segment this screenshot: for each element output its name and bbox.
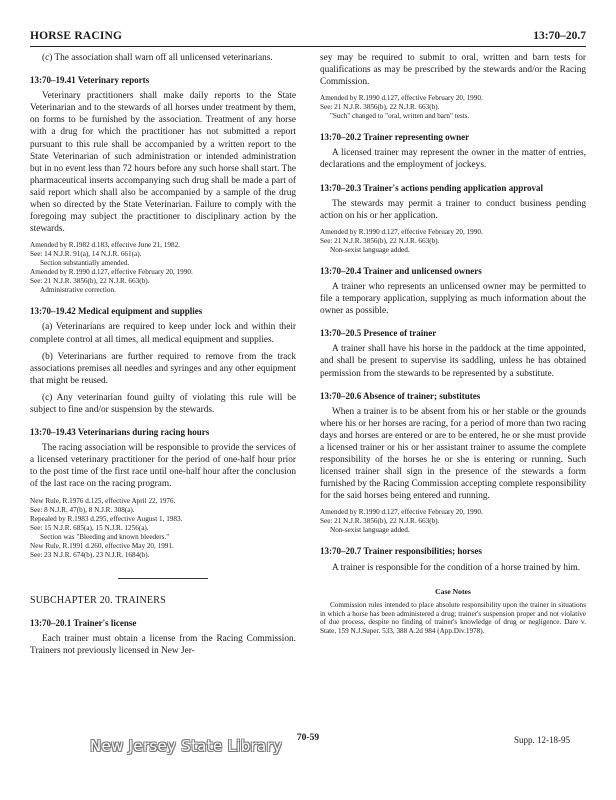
paragraph: The racing association will be responsible to provide the services of a licensed veterinary practitioner for the period of one-half hour prior to the post time of the first race until one-half hour after the conclusion of the last race on the racing program.: [30, 443, 296, 490]
section-heading: 13:70–20.2 Trainer representing owner: [320, 132, 470, 143]
paragraph: The stewards may permit a trainer to conduct business pending action on his or her application.: [320, 198, 586, 221]
source-line: See: 21 N.J.R. 3856(b), 22 N.J.R. 663(b).: [320, 517, 440, 526]
section-heading: 13:70–20.7 Trainer responsibilities; horses: [320, 546, 482, 557]
supplement-date: Supp. 12-18-95: [514, 735, 570, 745]
header-rule: [30, 46, 586, 47]
section-heading: 13:70–19.42 Medical equipment and supplies: [30, 306, 203, 317]
source-line: New Rule, R.1991 d.260, effective May 20, 1991.: [30, 541, 174, 550]
source-line: See: 21 N.J.R. 3856(b), 22 N.J.R. 663(b).: [320, 236, 440, 245]
source-line: Non-sexist language added.: [330, 526, 410, 535]
source-note: [320, 94, 586, 121]
library-stamp: New Jersey State Library: [90, 737, 283, 755]
paragraph: When a trainer is to be absent from his or her stable or the grounds where his or her horses are racing, for a period of more than two racing days and horses are entered or are to be entered, he or she must provide a licensed trainer or his or her assistant trainer to assume the complete responsibility of the horses he or she is entering or running. Such licensed trainer shall sign in the presence of the stewards a form furnished by the Racing Commission accepting complete responsibility for the said horses being entered and running.: [320, 406, 586, 502]
source-line: Repealed by R.1983 d.295, effective August 1, 1983.: [30, 514, 183, 523]
right-column: [320, 52, 586, 636]
paragraph: A trainer who represents an unlicensed owner may be permitted to file a temporary application, supplying as much information about the owner as possible.: [320, 281, 586, 317]
source-line: Amended by R.1990 d.127, effective February 20, 1990.: [30, 268, 193, 277]
source-line: See: 21 N.J.R. 3856(b), 22 N.J.R. 663(b).: [320, 103, 440, 112]
paragraph: Veterinary practitioners shall make daily reports to the State Veterinarian and to the stewards of all horses under treatment by them, on forms to be furnished by the association. Treatment of any horse with a drug for which the practitioner has not submitted a report pursuant to this rule shall be accompanied by a written report to the State Veterinarian of such administration or intended administration but in no event less than 72 hours before any such horse shall start. The pharmaceutical inserts accompanying such drug shall be made a part of said report which shall also be accompanied by a sample of the drug when so directed by the State Veterinarian. Failure to comply with the foregoing may subject the practitioner to disciplinary action by the stewards.: [30, 91, 296, 235]
source-line: See: 8 N.J.R. 47(b), 8 N.J.R. 308(a).: [30, 505, 135, 514]
section-heading: 13:70–19.43 Veterinarians during racing hours: [30, 427, 210, 438]
header-title: HORSE RACING: [30, 30, 123, 42]
source-note: [320, 228, 586, 255]
left-column: [30, 52, 296, 657]
source-line: See: 15 N.J.R. 685(a), 15 N.J.R. 1256(a).: [30, 523, 149, 532]
source-note: [320, 508, 586, 535]
source-line: See: 14 N.J.R. 91(a), 14 N.J.R. 661(a).: [30, 250, 142, 259]
case-notes-heading: Case Notes: [435, 586, 471, 596]
paragraph: (b) Veterinarians are further required to remove from the track associations premises all needles and syringes and any other equipment that might be reused.: [30, 351, 296, 386]
section-divider: [118, 578, 208, 579]
paragraph: A trainer is responsible for the condition of a horse trained by him.: [332, 562, 581, 573]
section-heading: 13:70–20.3 Trainer's actions pending application approval: [320, 182, 544, 193]
section-heading: 13:70–20.1 Trainer's license: [30, 617, 137, 628]
paragraph: (c) Any veterinarian found guilty of violating this rule will be subject to fine and/or suspension by the stewards.: [30, 392, 296, 415]
section-heading: 13:70–20.5 Presence of trainer: [320, 328, 437, 339]
source-line: Amended by R.1990 d.127, effective February 20, 1990.: [320, 227, 483, 236]
section-heading: 13:70–20.4 Trainer and unlicensed owners: [320, 265, 482, 276]
section-heading: 13:70–20.6 Absence of trainer; substitutes: [320, 390, 481, 401]
source-note: [30, 241, 296, 295]
paragraph: (c) The association shall warn off all unlicensed veterinarians.: [42, 53, 273, 63]
source-line: Amended by R.1990 d.127, effective February 20, 1990.: [320, 94, 483, 103]
section-heading: 13:70–19.41 Veterinary reports: [30, 75, 150, 86]
paragraph: A trainer shall have his horse in the paddock at the time appointed, and shall be present to supervise its saddling, unless he has obtained permission from the stewards to be represented by a substitute.: [320, 344, 586, 379]
source-line: See: 23 N.J.R. 674(b), 23 N.J.R. 1684(b).: [30, 550, 150, 559]
source-line: Section was "Bleeding and known bleeders.": [40, 532, 170, 541]
paragraph: sey may be required to submit to oral, written and barn tests for qualifications as may be prescribed by the stewards and/or the Racing Commission.: [320, 53, 586, 88]
source-line: Amended by R.1982 d.183, effective June 21, 1982.: [30, 241, 180, 250]
source-line: Non-sexist language added.: [330, 245, 410, 254]
paragraph: (a) Veterinarians are required to keep under lock and within their complete control at all times, all medical equipment and supplies.: [30, 322, 296, 345]
paragraph: A licensed trainer may represent the owner in the matter of entries, declarations and the employment of jockeys.: [320, 148, 586, 171]
source-line: "Such" changed to "oral, written and barn" tests.: [330, 112, 470, 121]
page-number: 70-59: [296, 733, 320, 743]
subchapter-title: SUBCHAPTER 20. TRAINERS: [30, 594, 166, 606]
source-note: [30, 497, 296, 560]
paragraph: Each trainer must obtain a license from the Racing Commission. Trainers not previously licensed in New Jer-: [30, 633, 296, 656]
running-header: [30, 30, 586, 46]
source-line: Amended by R.1990 d.127, effective February 20, 1990.: [320, 508, 483, 517]
source-line: See: 21 N.J.R. 3856(b), 22 N.J.R. 663(b).: [30, 277, 150, 286]
source-line: New Rule, R.1976 d.125, effective April 22, 1976.: [30, 496, 176, 505]
source-line: Section substantially amended.: [40, 259, 130, 268]
case-notes-text: Commission rules intended to place absolute responsibility upon the trainer in situations in which a horse has been administered a drug; trainer's suspension proper and not violative of due process, despite no finding of trainer's knowledge of drug or negligence. Dare v. State, 159 N.J.Super. 533, 388 A.2d 984 (App.Div.1978).: [320, 600, 586, 636]
header-section-range: 13:70–20.7: [533, 30, 586, 42]
source-line: Administrative correction.: [40, 286, 116, 295]
